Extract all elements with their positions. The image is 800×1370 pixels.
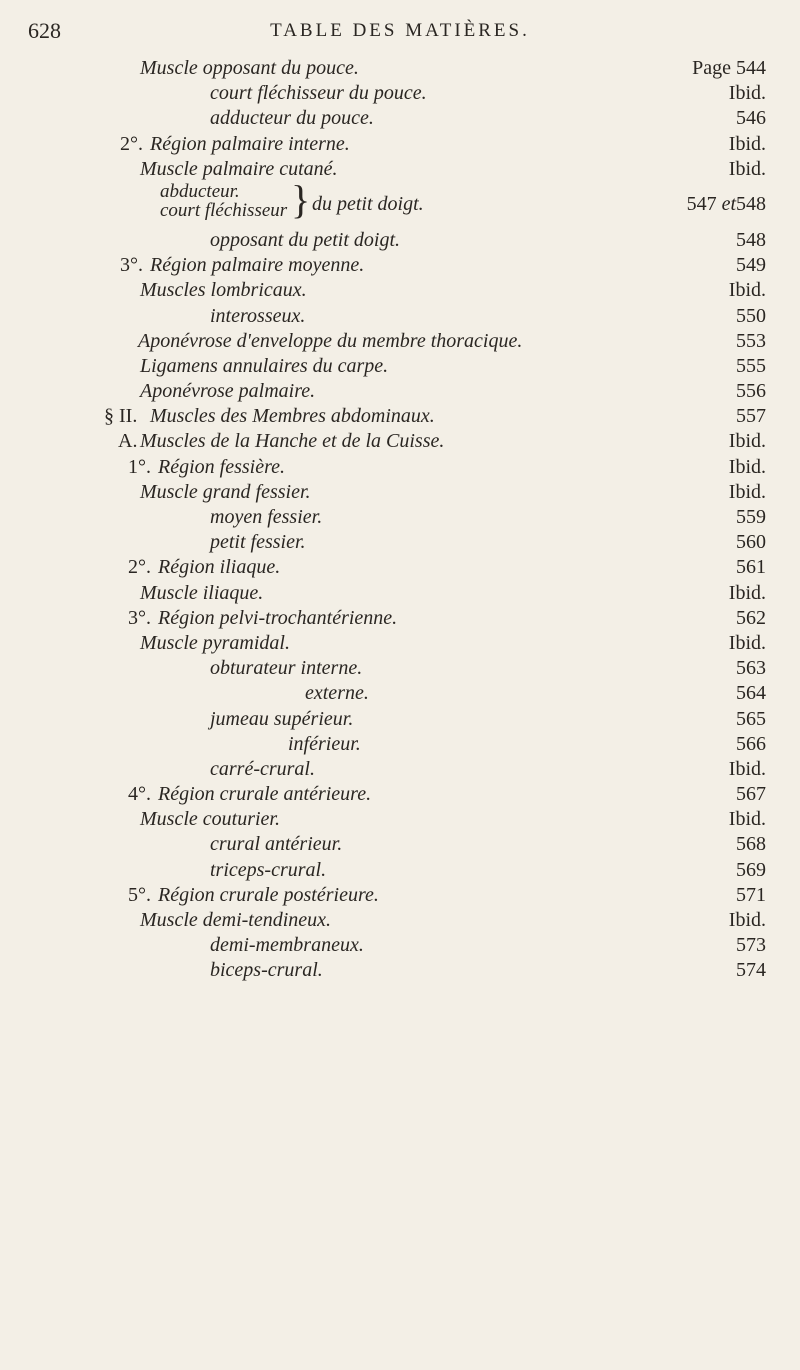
entry-text: Région fessière.	[158, 455, 286, 478]
entry-number: § II.	[104, 405, 138, 428]
entry-text: Région palmaire moyenne.	[150, 254, 365, 277]
toc-entry	[0, 455, 800, 480]
page-reference: Ibid.	[728, 132, 766, 155]
page-reference: 568	[736, 833, 766, 856]
page-reference: 556	[736, 380, 766, 403]
running-title: TABLE DES MATIÈRES.	[270, 20, 530, 41]
page-ref-a: 547	[686, 192, 717, 215]
toc-entry	[0, 807, 800, 832]
toc-entry	[0, 404, 800, 429]
entry-text: Muscle couturier.	[140, 808, 280, 831]
page-reference	[626, 192, 766, 217]
toc-entry	[0, 278, 800, 303]
page-reference: Ibid.	[728, 808, 766, 831]
page-reference: 553	[736, 329, 766, 352]
toc-entry	[0, 329, 800, 354]
entry-text: Muscles lombricaux.	[140, 279, 307, 302]
toc-entry	[0, 228, 800, 253]
entry-text: interosseux.	[210, 304, 306, 327]
entry-text: Muscle opposant du pouce.	[140, 57, 359, 79]
page-reference: Ibid.	[728, 455, 766, 478]
entry-text: jumeau supérieur.	[210, 707, 354, 730]
table-of-contents	[0, 56, 800, 984]
brace: }	[291, 176, 311, 222]
page-reference: Ibid.	[728, 430, 766, 453]
page-reference: Ibid.	[728, 82, 766, 105]
entry-text: petit fessier.	[210, 531, 306, 554]
toc-entry	[0, 354, 800, 379]
entry-text: Région crurale antérieure.	[158, 783, 372, 806]
entry-text: crural antérieur.	[210, 833, 343, 856]
entry-text: Région pelvi-trochantérienne.	[158, 606, 398, 629]
entry-text: obturateur interne.	[210, 657, 363, 680]
entry-number: A.	[118, 430, 138, 453]
toc-entry	[0, 707, 800, 732]
toc-entry	[0, 132, 800, 157]
entry-text: du petit doigt.	[312, 192, 424, 215]
entry-text: Muscle grand fessier.	[140, 480, 311, 503]
page-reference: 567	[736, 783, 766, 806]
page-reference: 566	[736, 732, 766, 755]
page-reference: 574	[736, 959, 766, 982]
entry-number: 4°.	[128, 783, 151, 806]
toc-entry	[0, 56, 800, 81]
entry-line: abducteur.	[160, 180, 240, 202]
toc-entry	[0, 555, 800, 580]
page-reference: Ibid.	[728, 757, 766, 780]
page-reference: 557	[736, 405, 766, 428]
toc-entry	[0, 933, 800, 958]
entry-number: 3°.	[128, 606, 151, 629]
page-reference: 565	[736, 707, 766, 730]
toc-entry	[0, 505, 800, 530]
entry-text: Muscles des Membres abdominaux.	[150, 405, 435, 428]
toc-entry	[0, 606, 800, 631]
page-reference: 569	[736, 858, 766, 881]
entry-text: Muscle demi-tendineux.	[140, 909, 332, 931]
entry-text: carré-crural.	[210, 757, 315, 780]
toc-entry	[0, 157, 800, 182]
page-reference: 555	[736, 354, 766, 377]
page-reference: 546	[736, 107, 766, 130]
toc-entry	[0, 883, 800, 908]
entry-text: inférieur.	[288, 732, 361, 755]
page-reference: Ibid.	[728, 157, 766, 180]
entry-text: Muscle iliaque.	[140, 581, 264, 604]
entry-text: Aponévrose d'enveloppe du membre thoracique.	[138, 329, 523, 352]
page-header	[0, 18, 800, 54]
page-reference: Ibid.	[728, 581, 766, 604]
page-reference: 550	[736, 304, 766, 327]
page-ref-b: 548	[736, 192, 766, 215]
page-reference: Page 544	[692, 57, 766, 79]
page-reference: 562	[736, 606, 766, 629]
entry-text: Muscle palmaire cutané.	[140, 157, 338, 180]
entry-text: biceps-crural.	[210, 959, 323, 982]
entry-text: Région palmaire interne.	[150, 132, 350, 155]
entry-number: 2°.	[120, 132, 143, 155]
page-reference: 549	[736, 254, 766, 277]
entry-text: Région crurale postérieure.	[158, 883, 379, 906]
toc-entry	[0, 958, 800, 983]
entry-text: moyen fessier.	[210, 506, 323, 528]
toc-entry	[0, 253, 800, 278]
page-reference: 571	[736, 883, 766, 906]
entry-stack	[160, 182, 287, 220]
toc-entry	[0, 732, 800, 757]
toc-entry-double	[0, 176, 800, 228]
toc-entry	[0, 480, 800, 505]
toc-entry	[0, 858, 800, 883]
entry-text: Ligamens annulaires du carpe.	[140, 354, 389, 377]
toc-entry	[0, 782, 800, 807]
entry-number: 5°.	[128, 883, 151, 906]
entry-text: Région iliaque.	[158, 556, 281, 579]
toc-entry	[0, 304, 800, 329]
entry-text: Muscle pyramidal.	[140, 631, 290, 654]
entry-text: court fléchisseur du pouce.	[210, 82, 427, 105]
entry-number: 2°.	[128, 556, 151, 579]
toc-entry	[0, 581, 800, 606]
entry-text: Muscles de la Hanche et de la Cuisse.	[140, 430, 445, 453]
toc-entry	[0, 908, 800, 933]
toc-entry	[0, 379, 800, 404]
toc-entry	[0, 757, 800, 782]
page-reference: 561	[736, 556, 766, 579]
entry-number: 3°.	[120, 254, 143, 277]
page-reference: 573	[736, 934, 766, 957]
toc-entry	[0, 832, 800, 857]
entry-text: demi-membraneux.	[210, 934, 364, 957]
page-reference: Ibid.	[728, 480, 766, 503]
page-reference: 563	[736, 657, 766, 680]
entry-text: externe.	[305, 682, 369, 705]
toc-entry	[0, 681, 800, 706]
entry-text: Aponévrose palmaire.	[140, 380, 316, 403]
entry-text: adducteur du pouce.	[210, 107, 374, 130]
page-reference: 560	[736, 531, 766, 554]
page-reference: Ibid.	[728, 909, 766, 931]
entry-line: court fléchisseur	[160, 199, 288, 221]
entry-text: triceps-crural.	[210, 858, 327, 881]
page-reference: 559	[736, 506, 766, 528]
entry-number: 1°.	[128, 455, 151, 478]
page-number: 628	[28, 18, 61, 43]
page-reference: Ibid.	[728, 279, 766, 302]
toc-entry	[0, 81, 800, 106]
toc-entry	[0, 429, 800, 454]
page-reference: 548	[736, 228, 766, 251]
toc-entry	[0, 106, 800, 131]
toc-entry	[0, 631, 800, 656]
toc-entry	[0, 530, 800, 555]
page-reference: Ibid.	[728, 631, 766, 654]
toc-entry	[0, 656, 800, 681]
page-ref-conj: et	[721, 192, 736, 215]
page-reference: 564	[736, 682, 766, 705]
entry-text: opposant du petit doigt.	[210, 228, 400, 251]
